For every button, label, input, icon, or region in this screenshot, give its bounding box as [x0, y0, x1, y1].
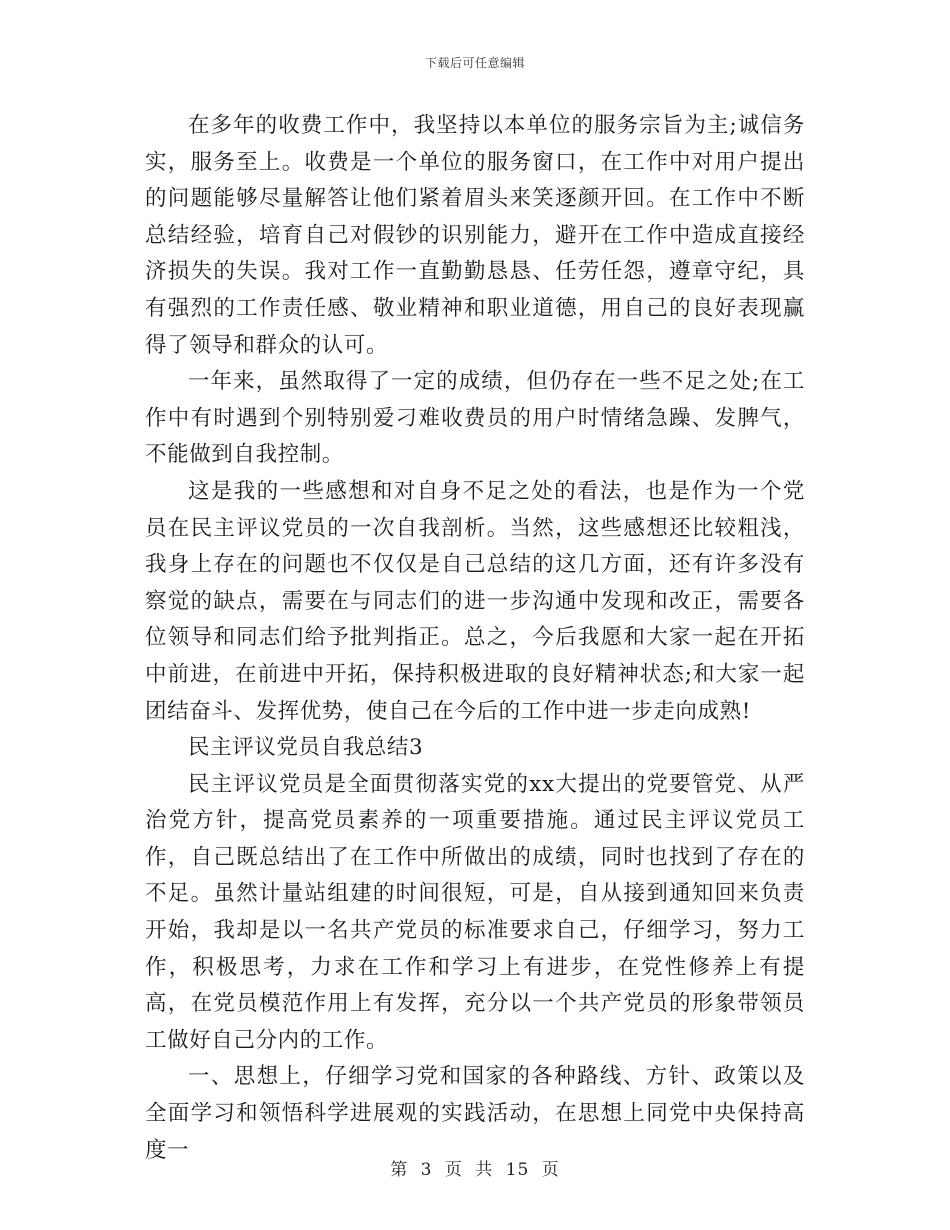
paragraph: 一年来，虽然取得了一定的成绩，但仍存在一些不足之处;在工作中有时遇到个别特别爱刁难收费员的用户时情绪急躁、发脾气，不能做到自我控制。: [145, 369, 805, 468]
paragraph: 一、思想上，仔细学习党和国家的各种路线、方针、政策以及全面学习和领悟科学进展观的实践活动，在思想上同党中央保持高度一: [145, 1064, 805, 1163]
page-footer: 第 3 页 共 15 页: [390, 1160, 560, 1180]
page-header: 下载后可任意编辑: [424, 56, 525, 70]
paragraph: 这是我的一些感想和对自身不足之处的看法，也是作为一个党员在民主评议党员的一次自我剖析。当然，这些感想还比较粗浅，我身上存在的问题也不仅仅是自己总结的这几方面，还有许多没有察觉的缺点，需要在与同志们的进一步沟通中发现和改正，需要各位领导和同志们给予批判指正。总之，今后我愿和大家一起在开拓中前进，在前进中开拓，保持积极进取的良好精神状态;和大家一起团结奋斗、发挥优势，使自己在今后的工作中进一步走向成熟!: [145, 478, 805, 724]
document-body: [145, 108, 805, 1169]
paragraph: 在多年的收费工作中，我坚持以本单位的服务宗旨为主;诚信务实，服务至上。收费是一个单位的服务窗口，在工作中对用户提出的问题能够尽量解答让他们紧着眉头来笑逐颜开回。在工作中不断总结经验，培育自己对假钞的识别能力，避开在工作中造成直接经济损失的失误。我对工作一直勤勤恳恳、任劳任怨，遵章守纪，具有强烈的工作责任感、敬业精神和职业道德，用自己的良好表现赢得了领导和群众的认可。: [145, 113, 805, 358]
paragraph: 民主评议党员是全面贯彻落实党的xx大提出的党要管党、从严治党方针，提高党员素养的一项重要措施。通过民主评议党员工作，自己既总结出了在工作中所做出的成绩，同时也找到了存在的不足。虽然计量站组建的时间很短，可是，自从接到通知回来负责开始，我却是以一名共产党员的标准要求自己，仔细学习，努力工作，积极思考，力求在工作和学习上有进步，在党性修养上有提高，在党员模范作用上有发挥，充分以一个共产党员的形象带领员工做好自己分内的工作。: [145, 771, 805, 1053]
section-heading: 民主评议党员自我总结3: [188, 735, 424, 761]
